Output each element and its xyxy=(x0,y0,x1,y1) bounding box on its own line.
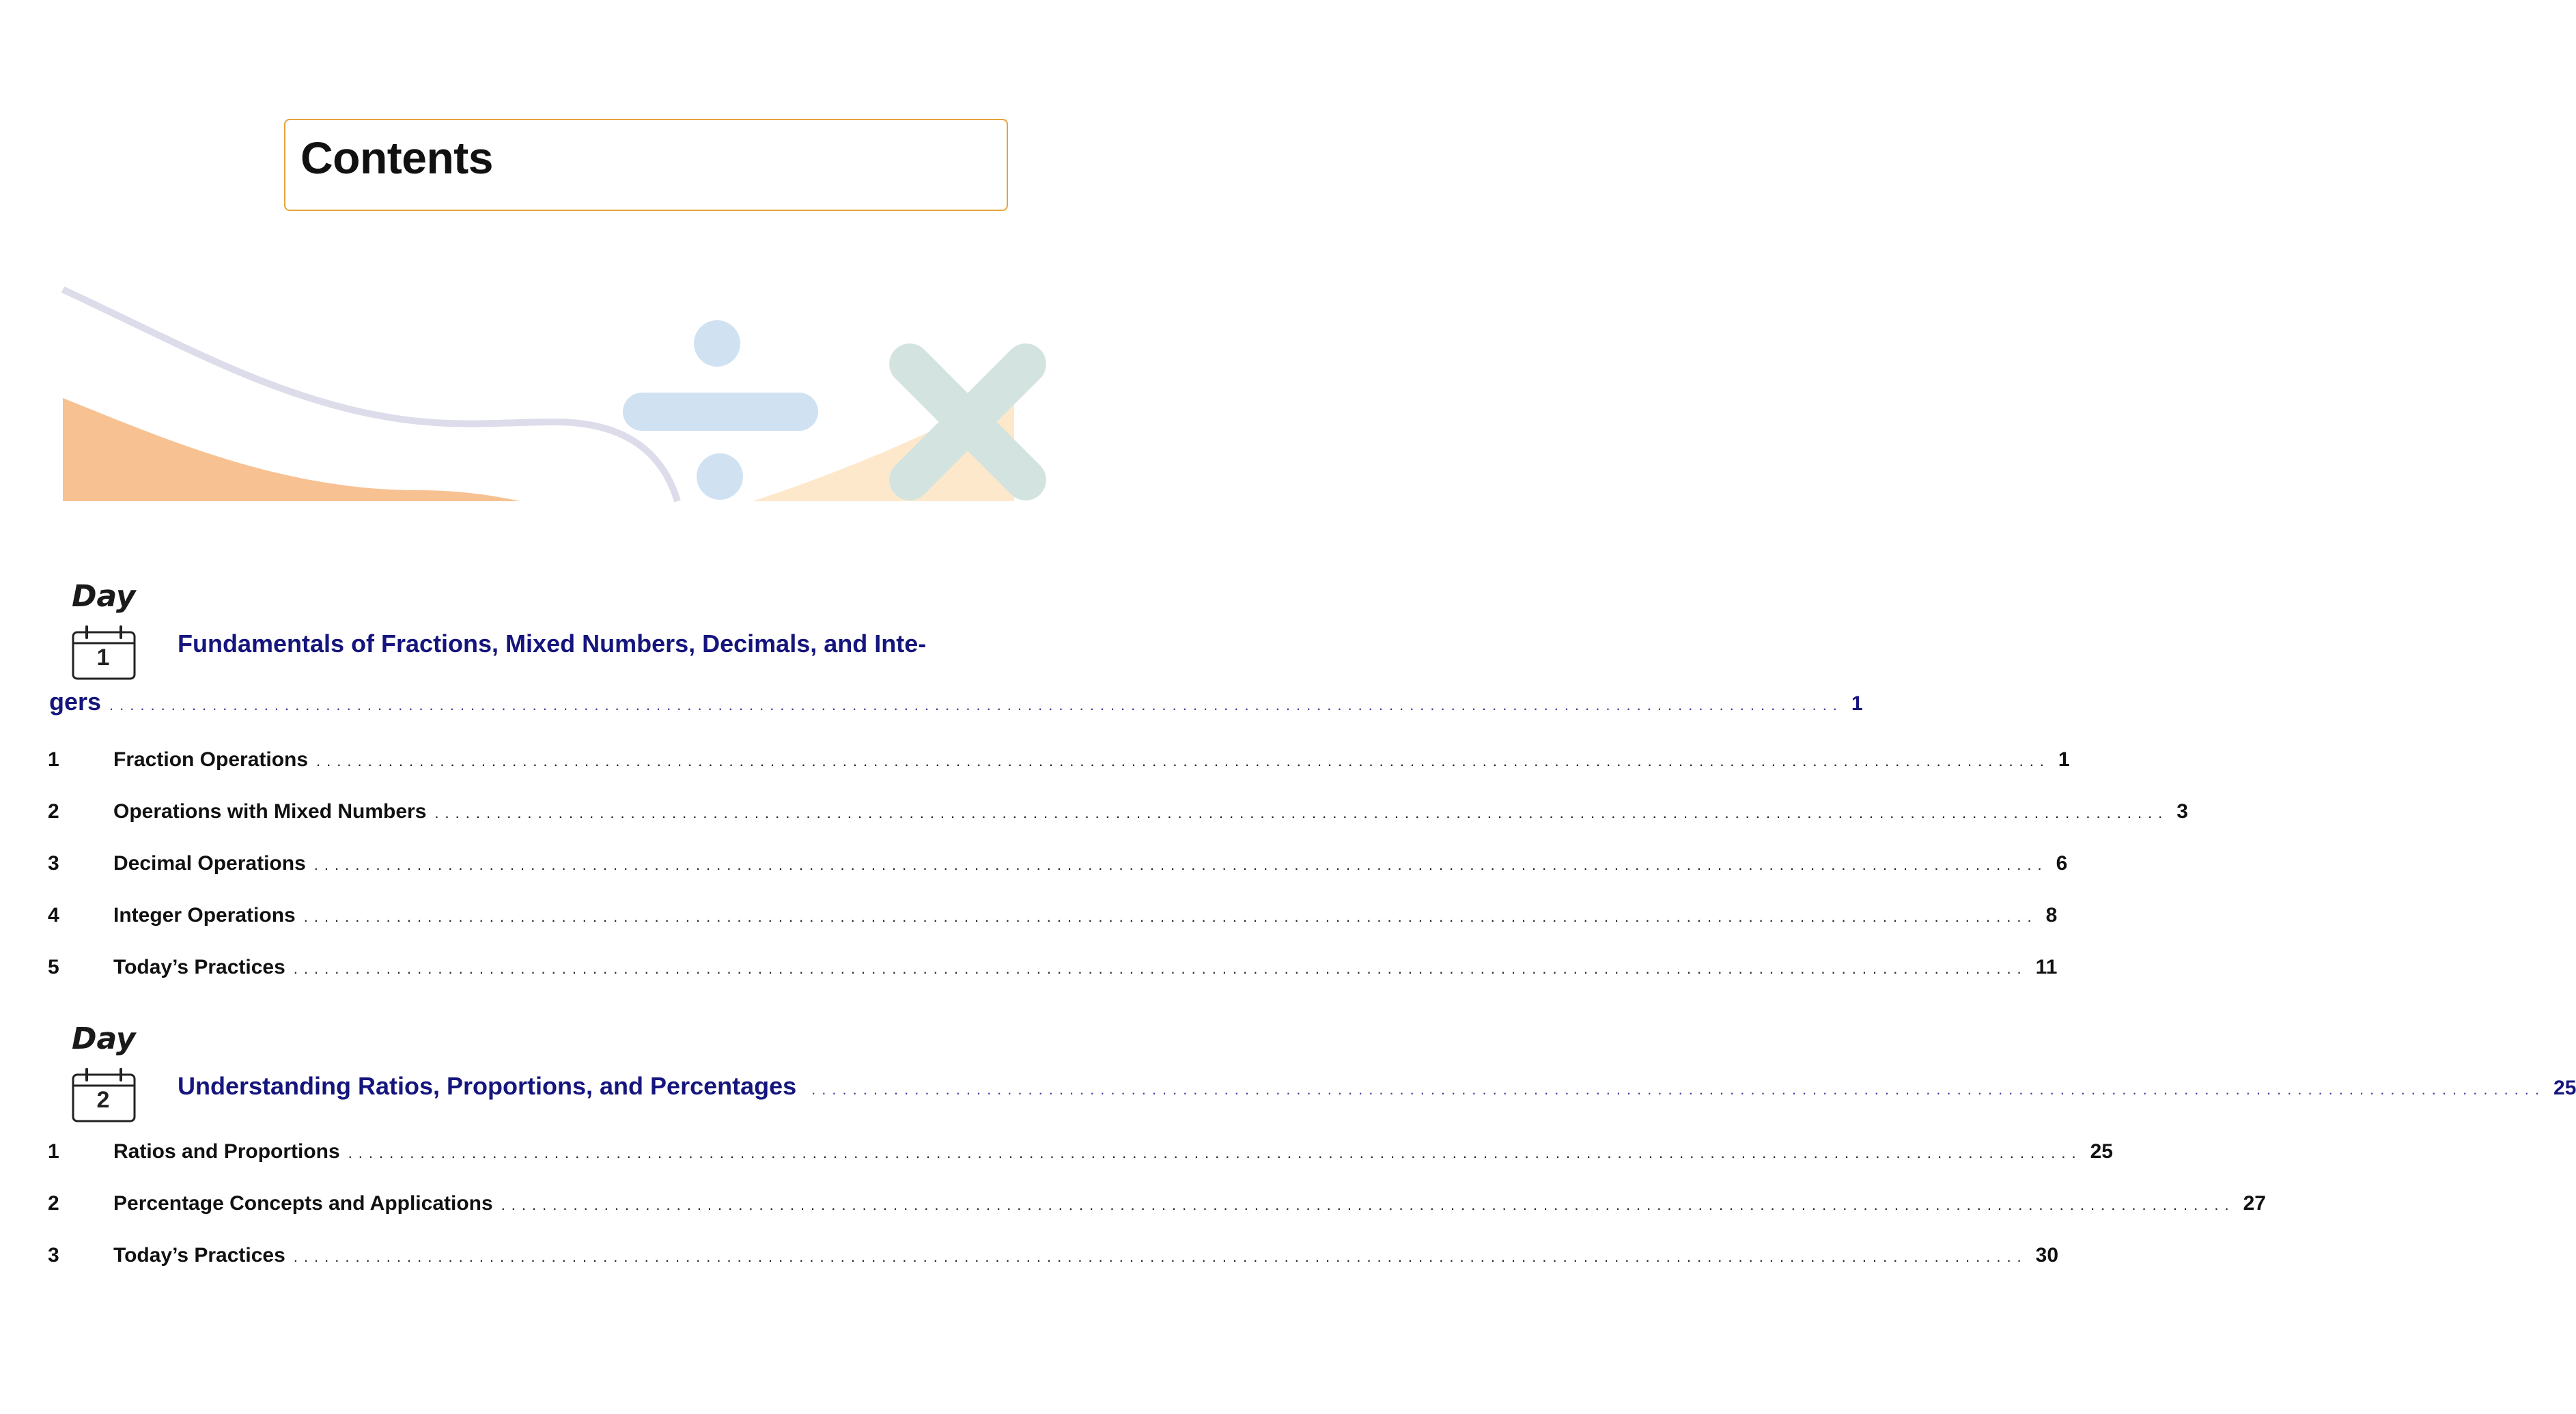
chapter-2-row[interactable] xyxy=(178,1072,2576,1101)
leader-dots: ........................................................................................................................................................................ xyxy=(293,1248,2028,1265)
section-label: Today’s Practices xyxy=(113,956,285,978)
section-number: 4 xyxy=(48,904,59,927)
section-page: 1 xyxy=(2058,748,2070,771)
section-number: 2 xyxy=(48,800,59,823)
multiply-icon xyxy=(823,277,1112,567)
toc-entry[interactable] xyxy=(48,852,2068,881)
section-page: 3 xyxy=(2176,800,2188,823)
chapter-1-row[interactable] xyxy=(49,688,1863,717)
leader-dots: ........................................................................................................................................................................ xyxy=(313,856,2048,873)
section-page: 25 xyxy=(2090,1140,2113,1163)
section-label: Today’s Practices xyxy=(113,1244,285,1267)
leader-dots: ........................................................................................................................................................................ xyxy=(348,1144,2082,1161)
day-number: 1 xyxy=(96,645,110,670)
section-page: 11 xyxy=(2035,956,2058,978)
toc-entry[interactable] xyxy=(48,800,2188,829)
chapter-2-page: 25 xyxy=(2553,1077,2576,1099)
section-label: Fraction Operations xyxy=(113,748,309,771)
chapter-2-title: Understanding Ratios, Proportions, and Percentages xyxy=(178,1072,797,1100)
section-label: Operations with Mixed Numbers xyxy=(113,800,427,823)
day-label: Day xyxy=(72,1021,136,1056)
day-badge-1 xyxy=(65,579,140,691)
leader-dots: ........................................................................................................................................................................ xyxy=(303,908,2038,925)
leader-dots: ........................................................................................................................................................................ xyxy=(434,804,2169,821)
section-number: 3 xyxy=(48,1244,59,1267)
day-label: Day xyxy=(72,579,136,614)
leader-dots: ........................................................................................................................................................................ xyxy=(293,960,2028,977)
leader-dots: ........................................................................................................................................................................ xyxy=(501,1196,2235,1213)
toc-entry[interactable] xyxy=(48,1140,2113,1169)
section-page: 8 xyxy=(2045,904,2058,927)
divide-icon xyxy=(623,320,818,500)
section-number: 5 xyxy=(48,956,59,978)
toc-entry[interactable] xyxy=(48,748,2070,777)
section-number: 1 xyxy=(48,748,59,771)
day-badge-2 xyxy=(65,1021,140,1133)
toc-entry[interactable] xyxy=(48,1244,2059,1273)
section-label: Integer Operations xyxy=(113,904,296,927)
orange-hill-shape xyxy=(63,398,520,501)
decorative-banner xyxy=(63,285,1014,501)
section-number: 2 xyxy=(48,1192,59,1215)
leader-dots: ........................................................................................................................................................................ xyxy=(811,1081,2546,1098)
leader-dots: ........................................................................................................................................................................ xyxy=(109,696,1843,713)
section-number: 1 xyxy=(48,1140,59,1163)
section-label: Percentage Concepts and Applications xyxy=(113,1192,493,1215)
chapter-1-title[interactable]: Fundamentals of Fractions, Mixed Numbers, Decimals, and Inte- xyxy=(178,630,927,657)
section-page: 6 xyxy=(2056,852,2068,875)
chapter-1-page: 1 xyxy=(1851,692,1863,715)
section-page: 30 xyxy=(2035,1244,2059,1267)
chapter-1-title-cont: gers xyxy=(49,688,102,716)
section-label: Decimal Operations xyxy=(113,852,306,875)
section-number: 3 xyxy=(48,852,59,875)
day-number: 2 xyxy=(96,1087,110,1113)
toc-entry[interactable] xyxy=(48,904,2058,933)
leader-dots: ........................................................................................................................................................................ xyxy=(316,752,2050,769)
toc-entry[interactable] xyxy=(48,1192,2266,1221)
toc-entry[interactable] xyxy=(48,956,2058,985)
page-title: Contents xyxy=(300,132,493,183)
section-page: 27 xyxy=(2243,1192,2266,1215)
section-label: Ratios and Proportions xyxy=(113,1140,340,1163)
